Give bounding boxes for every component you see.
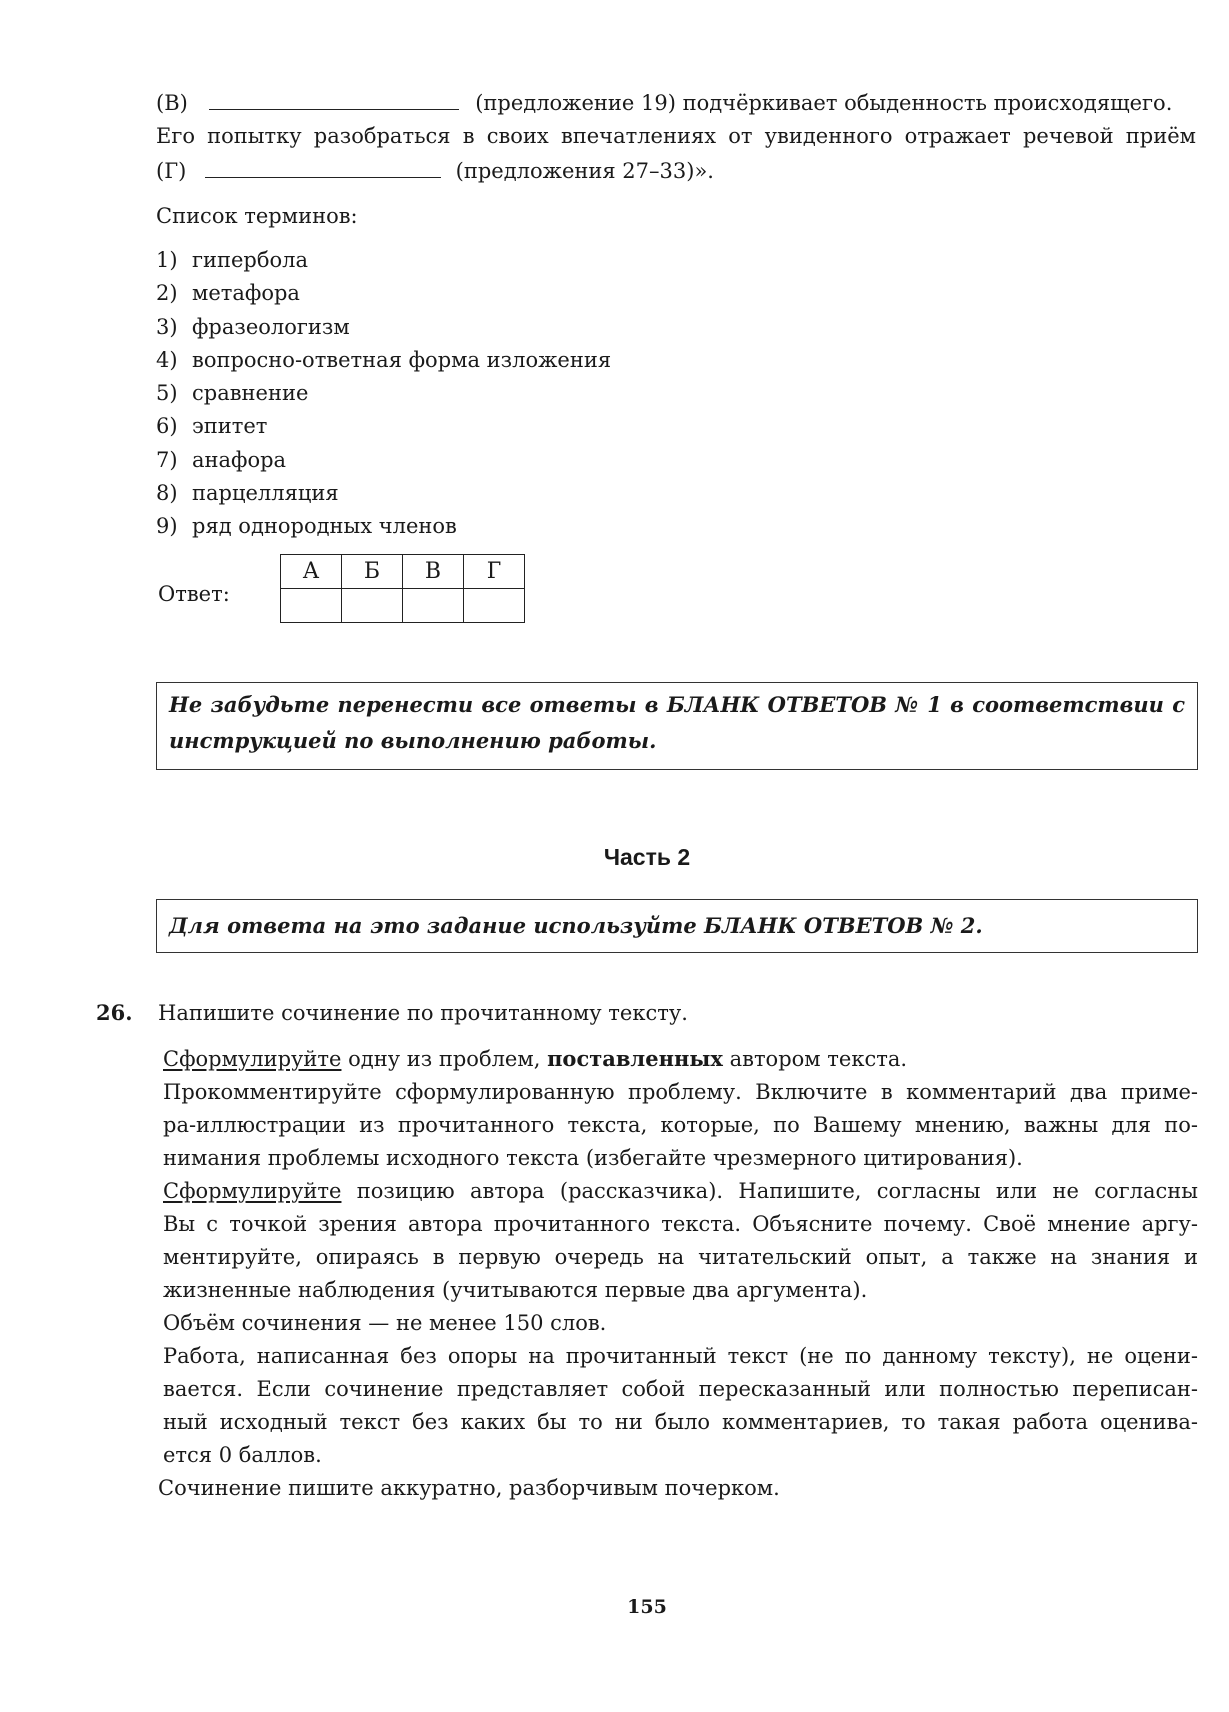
notice-1-line-1: Не забудьте перенести все ответы в БЛАНК ОТВЕТОВ № 1 в соответствии с — [169, 692, 1185, 717]
task-p2-line: нимания проблемы исходного текста (избегайте чрезмерного цитирования). — [163, 1146, 1023, 1170]
v-tail: (предложение 19) подчёркивает обыденность происходящего. — [475, 91, 1173, 115]
task-number: 26. — [96, 1000, 133, 1025]
answer-table — [280, 554, 525, 623]
terms-title: Список терминов: — [156, 204, 358, 228]
task-p6: Сочинение пишите аккуратно, разборчивым почерком. — [158, 1476, 780, 1500]
blank-v[interactable] — [209, 91, 459, 110]
task-p5-line: ный исходный текст без каких бы то ни было комментариев, то такая работа оценива- — [163, 1410, 1198, 1434]
notice-1-line-2: инструкцией по выполнению работы. — [169, 728, 657, 753]
task-title: Напишите сочинение по прочитанному тексту. — [158, 1001, 688, 1025]
list-item: 5) сравнение — [156, 381, 309, 405]
answer-header-b: Б — [342, 555, 403, 589]
task-p3-line: ментируйте, опираясь в первую очередь на читательский опыт, а также на знания и — [163, 1245, 1198, 1269]
v-label: (В) — [156, 91, 188, 115]
task-p3-line: Вы с точкой зрения автора прочитанного текста. Объясните почему. Своё мнение аргу- — [163, 1212, 1198, 1236]
answer-cell-a[interactable] — [281, 589, 342, 623]
notice-2-text: Для ответа на это задание используйте БЛАНК ОТВЕТОВ № 2. — [169, 913, 983, 938]
task-p2-line: Прокомментируйте сформулированную проблему. Включите в комментарий два приме- — [163, 1080, 1198, 1104]
answer-cell-g[interactable] — [464, 589, 525, 623]
intro-line-2: Его попытку разобраться в своих впечатлениях от увиденного отражает речевой приём — [156, 124, 1196, 148]
notice-box-2 — [156, 899, 1198, 953]
p3-underlined: Сформулируйте — [163, 1179, 342, 1203]
answer-header-a: А — [281, 555, 342, 589]
task-p4: Объём сочинения — не менее 150 слов. — [163, 1311, 607, 1335]
list-item: 8) парцелляция — [156, 481, 339, 505]
p1-bold: поставленных — [547, 1046, 723, 1071]
intro-line-g — [156, 157, 1196, 185]
task-p3-line: жизненные наблюдения (учитываются первые два аргумента). — [163, 1278, 868, 1302]
task-p2-line: ра-иллюстрации из прочитанного текста, которые, по Вашему мнению, важны для по- — [163, 1113, 1198, 1137]
list-item: 2) метафора — [156, 281, 300, 305]
task-p5-line: вается. Если сочинение представляет собой пересказанный или полностью переписан- — [163, 1377, 1198, 1401]
task-p3-line: Сформулируйте позицию автора (рассказчика). Напишите, согласны или не согласны — [163, 1179, 1198, 1203]
intro-line-v — [156, 89, 1196, 117]
list-item: 9) ряд однородных членов — [156, 514, 457, 538]
list-item: 4) вопросно-ответная форма изложения — [156, 348, 612, 372]
list-item: 6) эпитет — [156, 414, 268, 438]
list-item: 1) гипербола — [156, 248, 309, 272]
blank-g[interactable] — [205, 159, 441, 178]
list-item: 3) фразеологизм — [156, 315, 350, 339]
p1-underlined: Сформулируйте — [163, 1047, 342, 1071]
task-p1: Сформулируйте одну из проблем, поставленных автором текста. — [163, 1046, 908, 1071]
part-2-heading: Часть 2 — [603, 844, 691, 870]
task-p5-line: ется 0 баллов. — [163, 1443, 322, 1467]
list-item: 7) анафора — [156, 448, 287, 472]
answer-header-g: Г — [464, 555, 525, 589]
answer-label: Ответ: — [158, 582, 230, 606]
g-label: (Г) — [156, 159, 187, 183]
task-p5-line: Работа, написанная без опоры на прочитанный текст (не по данному тексту), не оцени- — [163, 1344, 1198, 1368]
g-tail: (предложения 27–33)». — [455, 159, 714, 183]
page-number: 155 — [627, 1596, 667, 1618]
notice-box-1 — [156, 682, 1198, 770]
answer-cell-v[interactable] — [403, 589, 464, 623]
answer-cell-b[interactable] — [342, 589, 403, 623]
answer-header-v: В — [403, 555, 464, 589]
